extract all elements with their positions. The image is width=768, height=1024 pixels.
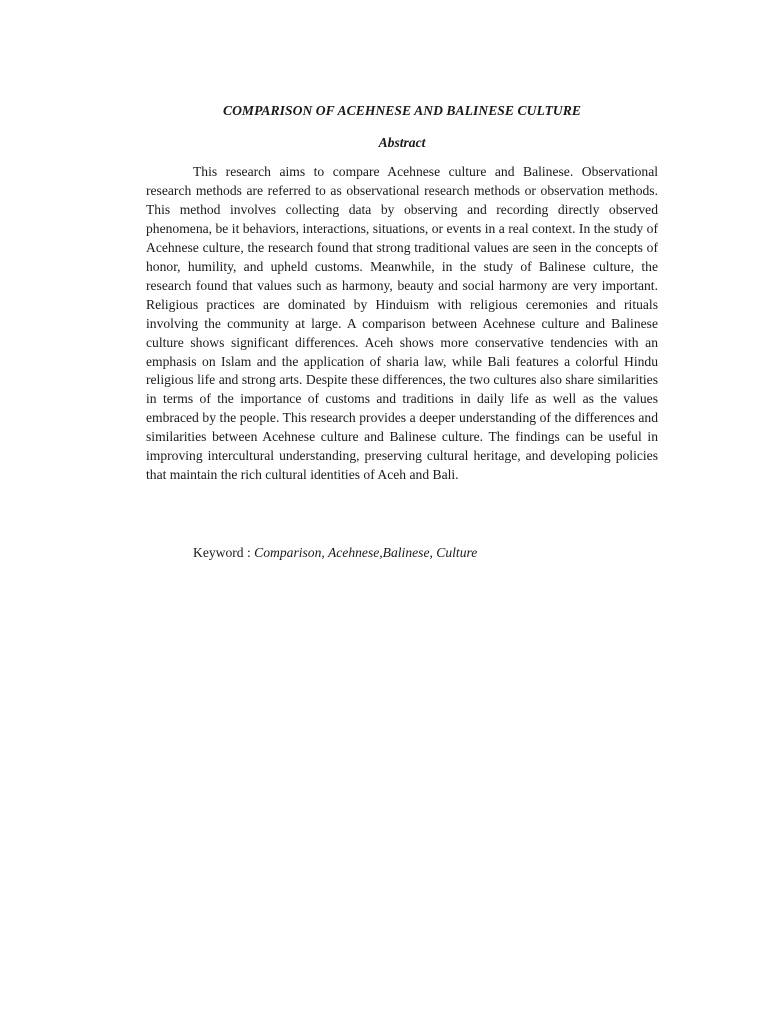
abstract-paragraph: This research aims to compare Acehnese culture and Balinese. Observational research methods are referred to as observational research methods or observation methods. This method involves collecting data by observing and recording directly observed phenomena, be it behaviors, interactions, situations, or events in a real context. In the study of Acehnese culture, the research found that strong traditional values are seen in the concepts of honor, humility, and upheld customs. Meanwhile, in the study of Balinese culture, the research found that values such as harmony, beauty and social harmony are very important. Religious practices are dominated by Hinduism with religious ceremonies and rituals involving the community at large. A comparison between Acehnese culture and Balinese culture shows significant differences. Aceh shows more conservative tendencies with an emphasis on Islam and the application of sharia law, while Bali features a colorful Hindu religious life and strong arts. Despite these differences, the two cultures also share similarities in terms of the importance of customs and traditions in daily life as well as the values embraced by the people. This research provides a deeper understanding of the differences and similarities between Acehnese culture and Balinese culture. The findings can be useful in improving intercultural understanding, preserving cultural heritage, and developing policies that maintain the rich cultural identities of Aceh and Bali.: [146, 164, 658, 483]
document-title: COMPARISON OF ACEHNESE AND BALINESE CULTURE: [222, 103, 582, 118]
keyword-values: Comparison, Acehnese,Balinese, Culture: [254, 545, 478, 560]
keyword-label: Keyword :: [193, 545, 255, 560]
abstract-heading: Abstract: [378, 135, 426, 150]
keyword-line: [193, 543, 477, 562]
